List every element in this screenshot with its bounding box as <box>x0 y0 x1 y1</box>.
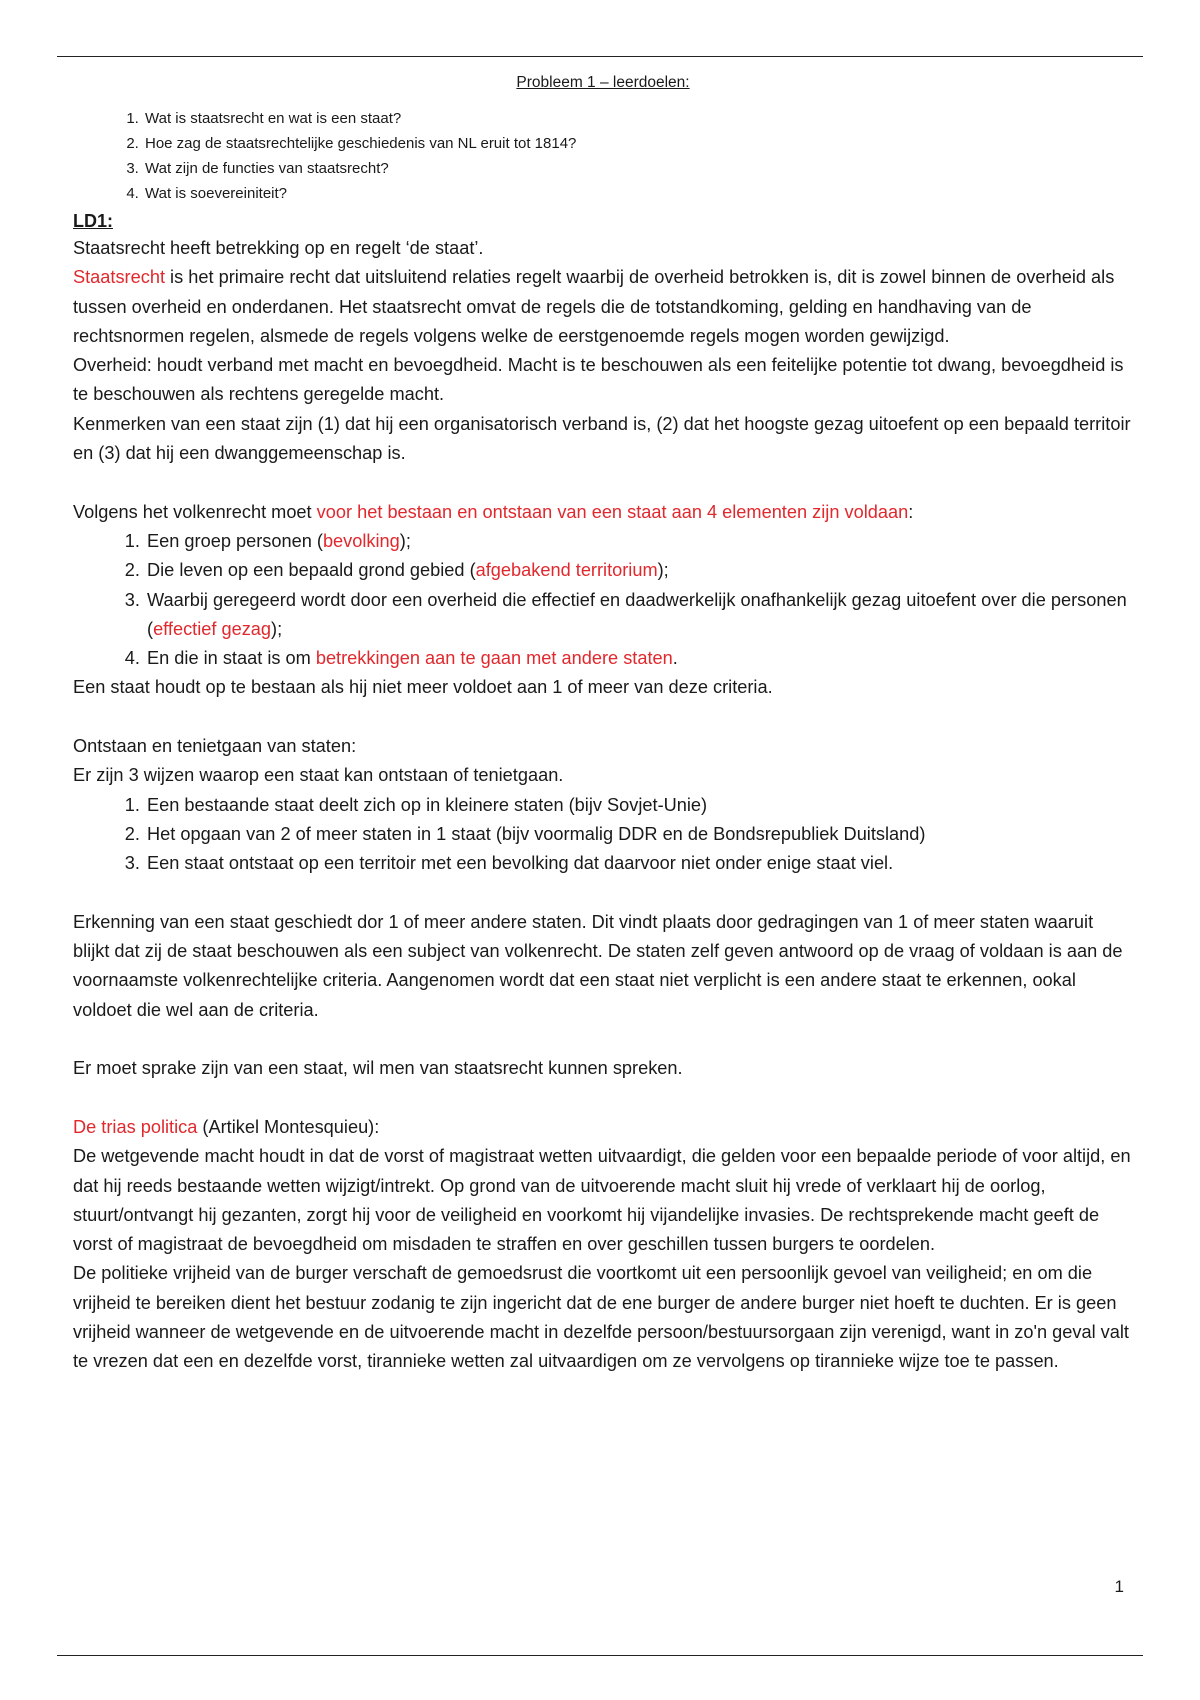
learning-goal-1: 1. Wat is staatsrecht en wat is een staat? <box>143 106 1133 131</box>
origin-list <box>73 791 1133 879</box>
footer-rule <box>57 1655 1143 1656</box>
ld1-paragraph-2 <box>73 263 1133 351</box>
trias-term: De trias politica <box>73 1116 198 1137</box>
ld1-paragraph-4: Kenmerken van een staat zijn (1) dat hij een organisatorisch verband is, (2) dat het hoogste gezag uitoefent op een bepaald territoir en (3) dat hij een dwanggemeenschap is. <box>73 413 1131 464</box>
ld1-paragraph-3: Overheid: houdt verband met macht en bevoegdheid. Macht is te beschouwen als een feitelijke potentie tot dwang, bevoegdheid is te beschouwen als rechtens geregelde macht. <box>73 355 1124 405</box>
learning-goal-3: 3. Wat zijn de functies van staatsrecht? <box>143 156 1133 181</box>
trias-paragraph-1: De wetgevende macht houdt in dat de vorst of magistraat wetten uitvaardigt, die gelden voor een bepaalde periode of voor altijd, en dat hij reeds bestaande wetten wijzigt/intrekt. Op grond van de uitvoerende macht sluit hij vrede of verklaart hij de oorlog, stuurt/ontvangt hij gezanten, zorgt hij voor de veiligheid en voorkomt hij vijandelijke invasies. De rechtsprekende macht geeft de vorst of magistraat de bevoegdheid om misdaden te straffen en over geschillen tussen burgers te oordelen. <box>73 1146 1131 1255</box>
trias-paragraph-2: De politieke vrijheid van de burger verschaft de gemoedsrust die voortkomt uit een persoonlijk gevoel van veiligheid; en om die vrijheid te bereiken dient het bestuur zodanig te zijn ingericht dat de ene burger de andere burger niet hoeft te duchten. Er is geen vrijheid wanneer de wetgevende en de uitvoerende macht in dezelfde persoon/bestuursorgaan zijn verenigd, want in zo'n geval valt te vrezen dat een en dezelfde vorst, tirannieke wetten zal uitvaardigen om ze vervolgens op tirannieke wijze toe te passen. <box>73 1263 1129 1372</box>
page-header: Probleem 1 – leerdoelen: <box>516 74 690 91</box>
trias-title: De trias politica (Artikel Montesquieu): <box>73 1116 380 1137</box>
ld1-paragraph-1: Staatsrecht heeft betrekking op en regelt ‘de staat’. <box>73 238 484 258</box>
origin-item-3: 3. Een staat ontstaat op een territoir met een bevolking dat daarvoor niet onder enige staat viel. <box>145 849 1133 878</box>
origin-title: Ontstaan en tenietgaan van staten: <box>73 736 357 757</box>
state-element-3: 3. Waarbij geregeerd wordt door een overheid die effectief en daadwerkelijk onafhankelijk gezag uitoefent over die personen (effectief gezag); <box>145 586 1133 645</box>
term-staatsrecht: Staatsrecht <box>73 267 165 288</box>
elements-closing: Een staat houdt op te bestaan als hij niet meer voldoet aan 1 of meer van deze criteria. <box>73 677 773 698</box>
learning-goal-4: 4. Wat is soevereiniteit? <box>143 181 1133 206</box>
recognition-paragraph: Erkenning van een staat geschiedt dor 1 of meer andere staten. Dit vindt plaats door gedragingen van 1 of meer staten waaruit blijkt dat zij de staat beschouwen als een subject van volkenrecht. De staten zelf geven antwoord op de vraag of voldaan is aan de voornaamste volkenrechtelijke criteria. Aangenomen wordt dat een staat niet verplicht is een andere staat te erkennen, ookal voldoet die wel aan de criteria. <box>73 911 1123 1020</box>
elements-intro: Volgens het volkenrecht moet voor het bestaan en ontstaan van een staat aan 4 elementen zijn voldaan: <box>73 501 914 522</box>
origin-item-1: 1. Een bestaande staat deelt zich op in kleinere staten (bijv Sovjet-Unie) <box>145 791 1133 820</box>
origin-intro: Er zijn 3 wijzen waarop een staat kan ontstaan of tenietgaan. <box>73 765 564 786</box>
document-page <box>73 72 1133 1377</box>
state-element-4: 4. En die in staat is om betrekkingen aan te gaan met andere staten. <box>145 644 1133 673</box>
state-element-2: 2. Die leven op een bepaald grond gebied (afgebakend territorium); <box>145 556 1133 585</box>
ld1-paragraph-2-text: is het primaire recht dat uitsluitend relaties regelt waarbij de overheid betrokken is, dit is zowel binnen de overheid als tussen overheid en onderdanen. Het staatsrecht omvat de regels die de totstandkoming, gelding en handhaving van de rechtsnormen regelen, alsmede de regels volgens welke de eerstgenoemde regels mogen worden gewijzigd. <box>73 267 1115 346</box>
learning-goals-list <box>73 106 1133 206</box>
origin-item-2: 2. Het opgaan van 2 of meer staten in 1 staat (bijv voormalig DDR en de Bondsrepubliek Duitsland) <box>145 820 1133 849</box>
page-number: 1 <box>1114 1577 1124 1596</box>
condition-paragraph: Er moet sprake zijn van een staat, wil men van staatsrecht kunnen spreken. <box>73 1058 683 1079</box>
learning-goal-2: 2. Hoe zag de staatsrechtelijke geschiedenis van NL eruit tot 1814? <box>143 131 1133 156</box>
ld1-heading: LD1: <box>73 211 113 231</box>
state-element-1: 1. Een groep personen (bevolking); <box>145 527 1133 556</box>
state-elements-list <box>73 527 1133 673</box>
elements-intro-highlight: voor het bestaan en ontstaan van een staat aan 4 elementen zijn voldaan <box>316 501 909 522</box>
header-rule <box>57 56 1143 57</box>
